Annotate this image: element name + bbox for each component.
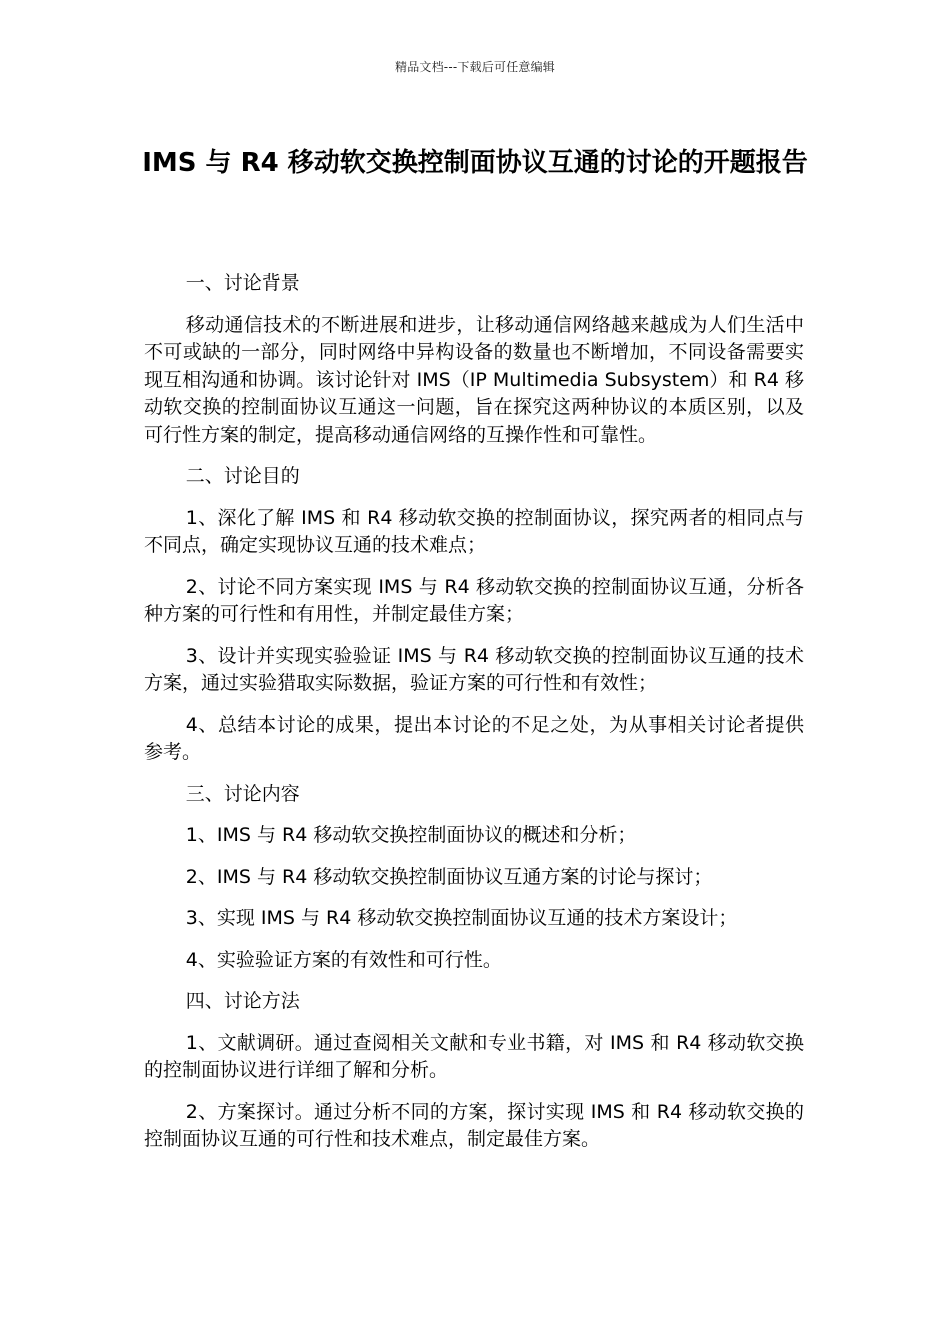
background-paragraph: 移动通信技术的不断进展和进步，让移动通信网络越来越成为人们生活中不可或缺的一部分，同时网络中异构设备的数量也不断增加，不同设备需要实现互相沟通和协调。该讨论针对 IMS（IP Multimedia Subsystem）和 R4 移动软交换的控制面协议互通这一问题，旨在探究这两种协议的本质区别，以及可行性方案的制定，提高移动通信网络的互操作性和可靠性。: [144, 313, 804, 446]
method-item: 2、方案探讨。通过分析不同的方案，探讨实现 IMS 和 R4 移动软交换的控制面协议互通的可行性和技术难点，制定最佳方案。: [144, 1100, 804, 1150]
objective-item: 3、设计并实现实验验证 IMS 与 R4 移动软交换的控制面协议互通的技术方案，通过实验猎取实际数据，验证方案的可行性和有效性；: [144, 644, 804, 694]
objective-item: 1、深化了解 IMS 和 R4 移动软交换的控制面协议，探究两者的相同点与不同点，确定实现协议互通的技术难点；: [144, 506, 804, 556]
section-heading-methods: 四、讨论方法: [185, 990, 300, 1012]
content-item: 1、IMS 与 R4 移动软交换控制面协议的概述和分析；: [185, 824, 637, 846]
content-item: 4、实验验证方案的有效性和可行性。: [185, 948, 502, 971]
objective-item: 2、讨论不同方案实现 IMS 与 R4 移动软交换的控制面协议互通，分析各种方案的可行性和有用性，并制定最佳方案；: [144, 575, 804, 625]
header-note: 精品文档---下载后可任意编辑: [395, 60, 555, 74]
page-title: IMS 与 R4 移动软交换控制面协议互通的讨论的开题报告: [142, 148, 808, 178]
method-item: 1、文献调研。通过查阅相关文献和专业书籍，对 IMS 和 R4 移动软交换的控制面协议进行详细了解和分析。: [144, 1031, 804, 1081]
content-item: 3、实现 IMS 与 R4 移动软交换控制面协议互通的技术方案设计；: [185, 907, 738, 929]
section-heading-content: 三、讨论内容: [185, 782, 300, 805]
document-body: [144, 270, 804, 1168]
content-item: 2、IMS 与 R4 移动软交换控制面协议互通方案的讨论与探讨；: [185, 865, 713, 888]
section-heading-objectives: 二、讨论目的: [185, 465, 300, 487]
section-heading-background: 一、讨论背景: [185, 272, 300, 294]
objective-item: 4、总结本讨论的成果，提出本讨论的不足之处，为从事相关讨论者提供参考。: [144, 713, 804, 763]
